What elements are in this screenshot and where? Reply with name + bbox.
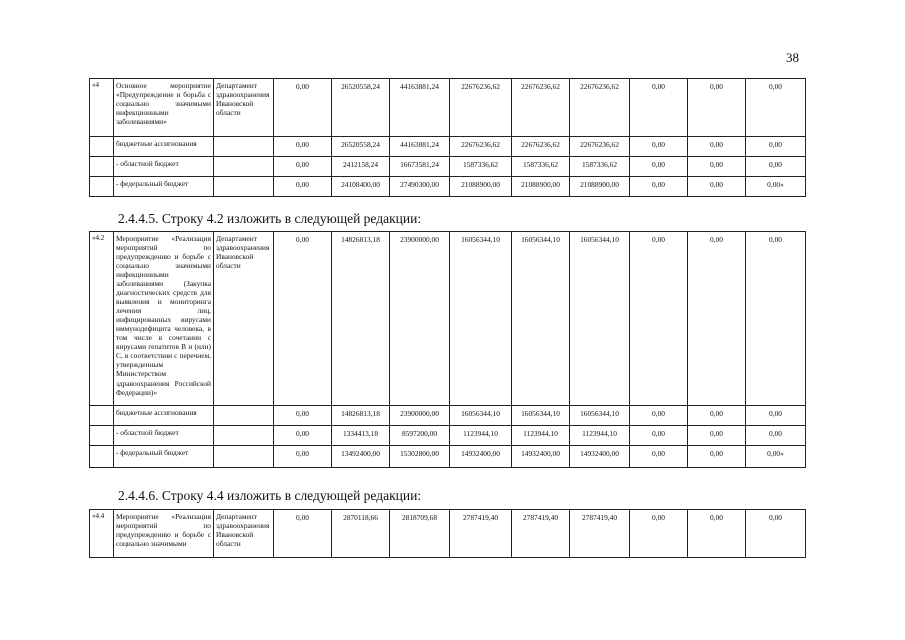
value-cell: 0,00 [746,510,806,558]
value-cell: 1587336,62 [450,157,512,177]
value-cell: 0,00» [746,446,806,468]
row-index-cell [90,426,114,446]
executor-cell: Департамент здравоохранения Ивановской области [214,79,274,137]
value-cell: 1587336,62 [512,157,570,177]
value-cell: 2787419,40 [512,510,570,558]
value-cell: 0,00 [630,232,688,406]
value-cell: 2787419,40 [450,510,512,558]
value-cell: 2870118,66 [332,510,390,558]
value-cell: 0,00 [688,426,746,446]
value-cell: 0,00» [746,177,806,197]
budget-table-4-2 [89,231,806,468]
heading-4-2: 2.4.4.5. Строку 4.2 изложить в следующей редакции: [118,211,422,226]
table-row [90,406,806,426]
table-body [90,232,806,468]
value-cell: 0,00 [630,177,688,197]
row-name-cell: - федеральный бюджет [114,177,214,197]
row-name-cell: бюджетные ассигнования [114,406,214,426]
value-cell: 22676236,62 [570,137,630,157]
table-row [90,446,806,468]
table-row [90,157,806,177]
value-cell: 16056344,10 [570,406,630,426]
row-index-cell [90,157,114,177]
heading-4-4: 2.4.4.6. Строку 4.4 изложить в следующей редакции: [118,488,422,503]
executor-cell: Департамент здравоохранения Ивановской области [214,510,274,558]
value-cell: 0,00 [630,137,688,157]
value-cell: 22676236,62 [450,79,512,137]
value-cell: 0,00 [274,157,332,177]
value-cell: 1123944,10 [570,426,630,446]
row-index-cell [90,137,114,157]
value-cell: 1123944,10 [450,426,512,446]
value-cell: 0,00 [630,426,688,446]
value-cell: 0,00 [746,426,806,446]
executor-cell [214,406,274,426]
value-cell: 21088900,00 [512,177,570,197]
table-row [90,510,806,558]
row-name-cell: - областной бюджет [114,426,214,446]
executor-cell [214,157,274,177]
value-cell: 23900000,00 [390,406,450,426]
value-cell: 16056344,10 [570,232,630,406]
value-cell: 14826813,18 [332,406,390,426]
value-cell: 0,00 [630,406,688,426]
value-cell: 26520558,24 [332,137,390,157]
value-cell: 44163881,24 [390,79,450,137]
value-cell: 21088900,00 [450,177,512,197]
value-cell: 22676236,62 [570,79,630,137]
value-cell: 1123944,10 [512,426,570,446]
value-cell: 0,00 [746,232,806,406]
value-cell: 0,00 [630,157,688,177]
value-cell: 23900000,00 [390,232,450,406]
value-cell: 14932400,00 [512,446,570,468]
value-cell: 0,00 [688,446,746,468]
row-index-cell [90,406,114,426]
row-index-cell: «4.2 [90,232,114,406]
table-row [90,426,806,446]
budget-table-4-4 [89,509,806,558]
value-cell: 0,00 [746,157,806,177]
executor-cell [214,177,274,197]
value-cell: 22676236,62 [512,79,570,137]
table-body [90,79,806,197]
page-number: 38 [786,50,799,65]
executor-cell [214,446,274,468]
value-cell: 22676236,62 [450,137,512,157]
value-cell: 0,00 [274,232,332,406]
value-cell: 0,00 [274,137,332,157]
value-cell: 0,00 [688,232,746,406]
value-cell: 0,00 [630,446,688,468]
table-row [90,137,806,157]
value-cell: 0,00 [274,426,332,446]
row-name-cell: Мероприятие «Реализация мероприятий по предупреждению и борьбе с социально значимыми инфекционными заболеваниями (Закупка диагностических средств для выявления и мониторинга лечения лиц, инфицированных вирусами иммунодефицита человека, в том числе в сочетании с вирусами гепатитов B и (или) C, в соответствии с перечнем, утвержденным Министерством здравоохранения Российской Федерации)» [114,232,214,406]
table-row [90,177,806,197]
value-cell: 14932400,00 [450,446,512,468]
value-cell: 22676236,62 [512,137,570,157]
row-index-cell: «4.4 [90,510,114,558]
value-cell: 0,00 [746,79,806,137]
table-row [90,232,806,406]
value-cell: 16056344,10 [450,232,512,406]
value-cell: 2818709,68 [390,510,450,558]
budget-table-4 [89,78,806,197]
row-name-cell: бюджетные ассигнования [114,137,214,157]
row-index-cell [90,446,114,468]
value-cell: 27490300,00 [390,177,450,197]
row-index-cell: «4 [90,79,114,137]
value-cell: 2787419,40 [570,510,630,558]
row-name-cell: Мероприятие «Реализация мероприятий по предупреждению и борьбе с социально значимыми [114,510,214,558]
row-name-cell: - федеральный бюджет [114,446,214,468]
value-cell: 0,00 [274,79,332,137]
value-cell: 14932400,00 [570,446,630,468]
table-row [90,79,806,137]
value-cell: 16056344,10 [512,232,570,406]
value-cell: 16056344,10 [450,406,512,426]
value-cell: 0,00 [688,177,746,197]
value-cell: 0,00 [274,510,332,558]
value-cell: 0,00 [746,137,806,157]
value-cell: 0,00 [274,406,332,426]
value-cell: 0,00 [688,157,746,177]
value-cell: 0,00 [630,79,688,137]
value-cell: 1334413,18 [332,426,390,446]
value-cell: 16056344,10 [512,406,570,426]
executor-cell [214,426,274,446]
row-name-cell: - областной бюджет [114,157,214,177]
value-cell: 1587336,62 [570,157,630,177]
value-cell: 8597200,00 [390,426,450,446]
value-cell: 0,00 [688,510,746,558]
value-cell: 0,00 [688,137,746,157]
value-cell: 0,00 [688,406,746,426]
value-cell: 15302800,00 [390,446,450,468]
value-cell: 24108400,00 [332,177,390,197]
row-name-cell: Основное мероприятие «Предупреждение и борьба с социально значимыми инфекционными заболеваниями» [114,79,214,137]
table-body [90,510,806,558]
value-cell: 26520558,24 [332,79,390,137]
row-index-cell [90,177,114,197]
value-cell: 13492400,00 [332,446,390,468]
value-cell: 21088900,00 [570,177,630,197]
value-cell: 0,00 [274,446,332,468]
executor-cell [214,137,274,157]
value-cell: 16673581,24 [390,157,450,177]
value-cell: 0,00 [630,510,688,558]
value-cell: 14826813,18 [332,232,390,406]
value-cell: 0,00 [688,79,746,137]
value-cell: 2412158,24 [332,157,390,177]
value-cell: 0,00 [746,406,806,426]
value-cell: 0,00 [274,177,332,197]
executor-cell: Департамент здравоохранения Ивановской области [214,232,274,406]
value-cell: 44163881,24 [390,137,450,157]
